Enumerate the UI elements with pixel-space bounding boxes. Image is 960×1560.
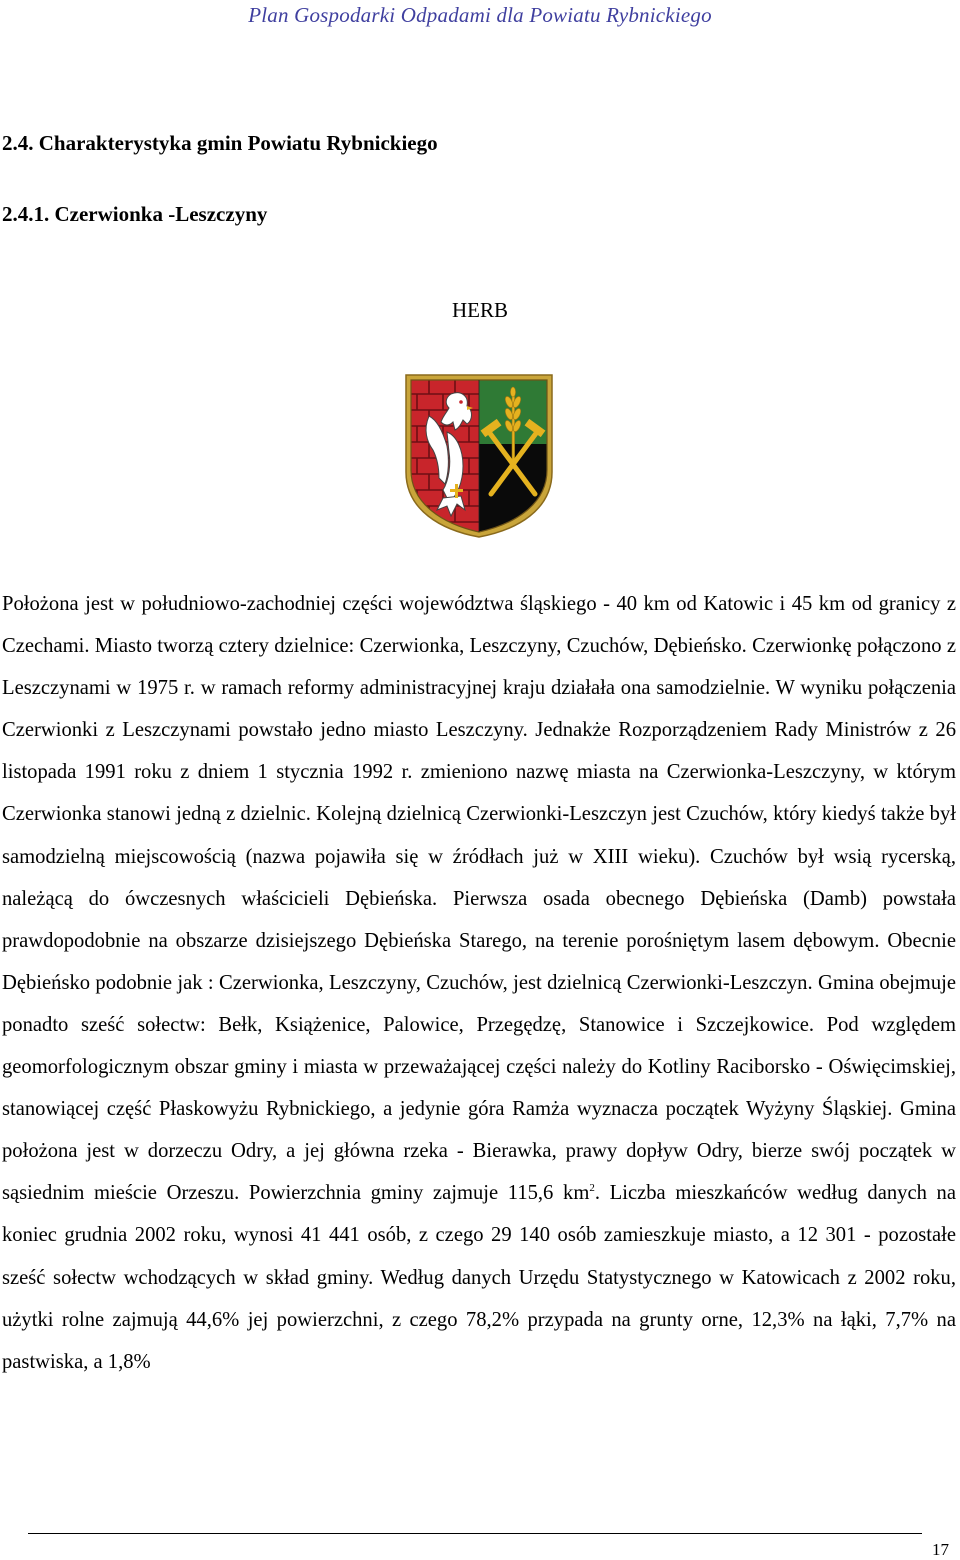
footer-rule xyxy=(28,1533,922,1534)
section-heading: 2.4. Charakterystyka gmin Powiatu Rybnickiego xyxy=(2,131,438,155)
crest-caption: HERB xyxy=(451,298,508,322)
body-text-part-2: . Liczba mieszkańców według danych na koniec grudnia 2002 roku, wynosi 41 441 osób, z czego 29 140 osób zamieszkuje miasto, a 12 301 - pozostałe sześć sołectw wchodzących w skład gminy. Według danych Urzędu Statystycznego w Katowicach z 2002 roku, użytki rolne zajmują 44,6% jej powierzchni, z czego 78,2% przypada na grunty orne, 12,3% na łąki, 7,7% na pastwiska, a 1,8% xyxy=(2,1182,956,1373)
superscript-two: 2 xyxy=(589,1182,595,1195)
body-paragraph xyxy=(2,583,956,1383)
body-text-part-1: Położona jest w południowo-zachodniej części województwa śląskiego - 40 km od Katowic i 45 km od granicy z Czechami. Miasto tworzą cztery dzielnice: Czerwionka, Leszczyny, Czuchów, Dębieńsko. Czerwionkę połączono z Leszczynami w 1975 r. w ramach reformy administracyjnej kraju działała ona samodzielnie. W wyniku połączenia Czerwionki z Leszczynami powstało jedno miasto Leszczyny. Jednakże Rozporządzeniem Rady Ministrów z 26 listopada 1991 roku z dniem 1 stycznia 1992 r. zmieniono nazwę miasta na Czerwionka-Leszczyny, w którym Czerwionka stanowi jedną z dzielnic. Kolejną dzielnicą Czerwionki-Leszczyn jest Czuchów, który kiedyś także był samodzielną miejscowością (nazwa pojawiła się w źródłach już w XIII wieku). Czuchów był wsią rycerską, należącą do ówczesnych właścicieli Dębieńska. Pierwsza osada obecnego Dębieńska (Damb) powstała prawdopodobnie na obszarze dzisiejszego Dębieńska Starego, na terenie porośniętym lasem dębowym. Obecnie Dębieńsko podobnie jak : Czerwionka, Leszczyny, Czuchów, jest dzielnicą Czerwionki-Leszczyn. Gmina obejmuje ponadto sześć sołectw: Bełk, Książenice, Palowice, Przegędzę, Stanowice i Szczejkowice. Pod względem geomorfologicznym obszar gminy i miasta w przeważającej części należy do Kotliny Raciborsko - Oświęcimskiej, stanowiącej część Płaskowyżu Rybnickiego, a jedynie góra Ramża wyznacza początek Wyżyny Śląskiej. Gmina położona jest w dorzeczu Odry, a jej główna rzeka - Bierawka, prawy dopływ Odry, bierze swój początek w sąsiednim mieście Orzeszu. Powierzchnia gminy zajmuje 115,6 km xyxy=(2,593,956,1205)
subsection-heading: 2.4.1. Czerwionka -Leszczyny xyxy=(2,202,268,226)
page-number: 17 xyxy=(932,1540,949,1559)
running-header: Plan Gospodarki Odpadami dla Powiatu Rybnickiego xyxy=(248,3,712,27)
coat-of-arms-icon xyxy=(403,372,555,538)
